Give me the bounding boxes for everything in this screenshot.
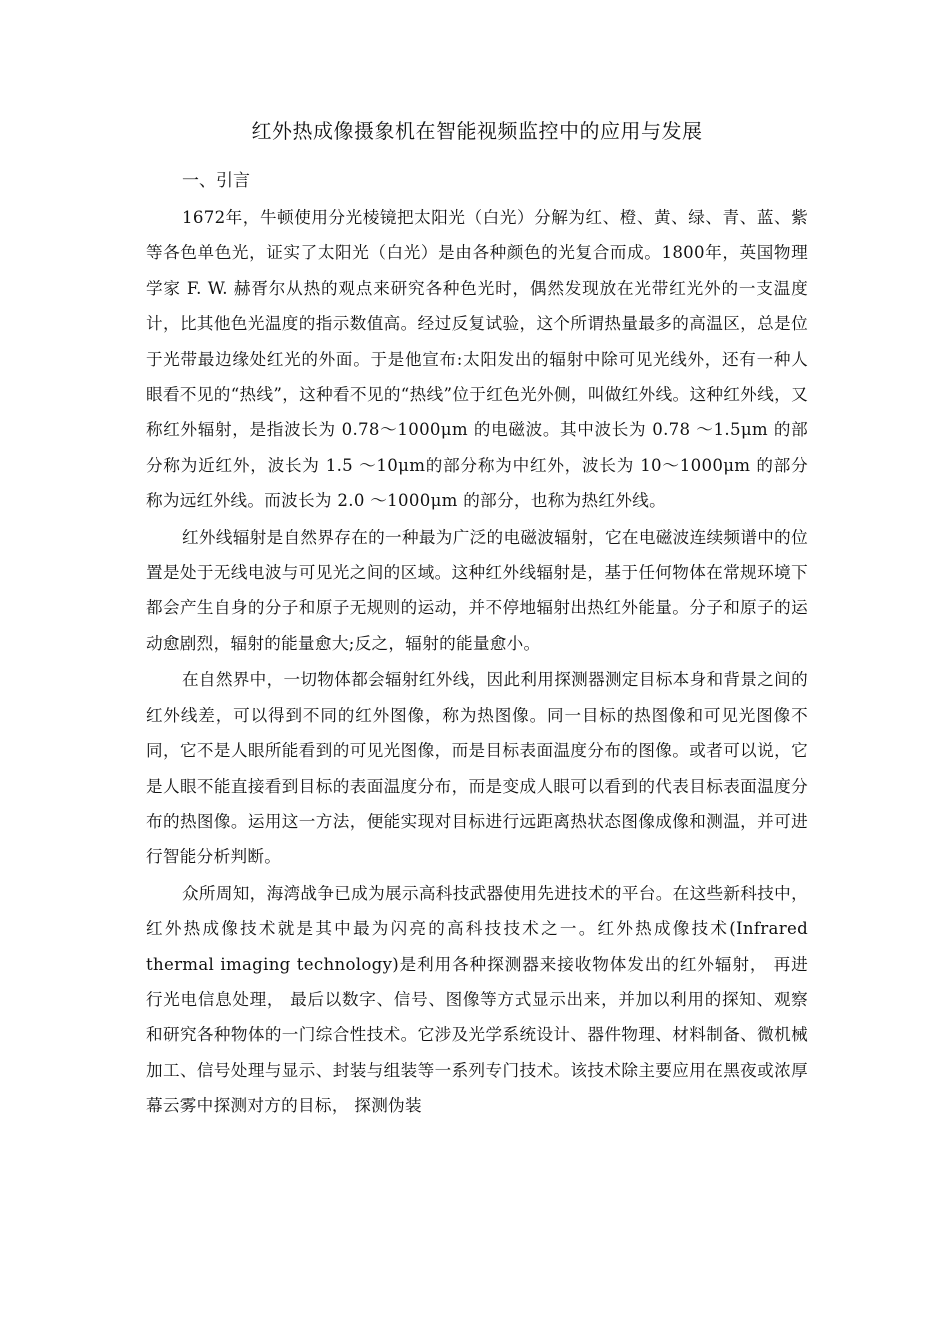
document-title: 红外热成像摄象机在智能视频监控中的应用与发展: [251, 119, 703, 143]
paragraph-infrared-history: 1672年，牛顿使用分光棱镜把太阳光（白光）分解为红、橙、黄、绿、青、蓝、紫等各色单色光，证实了太阳光（白光）是由各种颜色的光复合而成。1800年，英国物理学家 F. W. 赫胥尔从热的观点来研究各种色光时，偶然发现放在光带红光外的一支温度计，比其他色光温度的指示数值高。经过反复试验，这个所谓热量最多的高温区，总是位于光带最边缘处红光的外面。于是他宣布:太阳发出的辐射中除可见光线外，还有一种人眼看不见的“热线”，这种看不见的“热线”位于红色光外侧，叫做红外线。这种红外线，又称红外辐射，是指波长为 0.78～1000μm 的电磁波。其中波长为 0.78 ～1.5μm 的部分称为近红外，波长为 1.5 ～10μm的部分称为中红外，波长为 10～1000μm 的部分称为远红外线。而波长为 2.0 ～1000μm 的部分，也称为热红外线。: [146, 208, 808, 511]
paragraph-thermal-image: 在自然界中，一切物体都会辐射红外线，因此利用探测器测定目标本身和背景之间的红外线差，可以得到不同的红外图像，称为热图像。同一目标的热图像和可见光图像不同，它不是人眼所能看到的可见光图像，而是目标表面温度分布的图像。或者可以说，它是人眼不能直接看到目标的表面温度分布，而是变成人眼可以看到的代表目标表面温度分布的热图像。运用这一方法，便能实现对目标进行远距离热状态图像成像和测温，并可进行智能分析判断。: [146, 670, 808, 867]
paragraph-thermal-imaging-technology: 众所周知，海湾战争已成为展示高科技武器使用先进技术的平台。在这些新科技中，红外热成像技术就是其中最为闪亮的高科技技术之一。红外热成像技术(Infrared thermal imaging technology)是利用各种探测器来接收物体发出的红外辐射， 再进行光电信息处理， 最后以数字、信号、图像等方式显示出来，并加以利用的探知、观察和研究各种物体的一门综合性技术。它涉及光学系统设计、器件物理、材料制备、微机械加工、信号处理与显示、封装与组装等一系列专门技术。该技术除主要应用在黑夜或浓厚幕云雾中探测对方的目标， 探测伪装: [146, 883, 808, 1116]
paragraph-infrared-radiation: 红外线辐射是自然界存在的一种最为广泛的电磁波辐射，它在电磁波连续频谱中的位置是处于无线电波与可见光之间的区域。这种红外线辐射是，基于任何物体在常规环境下都会产生自身的分子和原子无规则的运动，并不停地辐射出热红外能量。分子和原子的运动愈剧烈，辐射的能量愈大;反之，辐射的能量愈小。: [146, 527, 808, 653]
document-body: [146, 116, 808, 1124]
section-heading: 一、引言: [182, 171, 250, 191]
